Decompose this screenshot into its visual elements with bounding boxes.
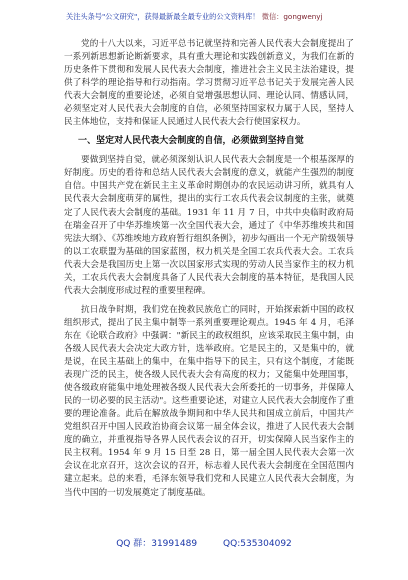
article-body xyxy=(64,38,354,500)
header-wechat-text: 微信：gongwenyj xyxy=(261,12,323,21)
footer-qq-group: QQ 群：31991489 xyxy=(116,539,198,549)
article-paragraph-2: 抗日战争时期，我们党在挽救民族危亡的同时，开始探索新中国的政权组织形式，提出了民主集中制等一系列重要理论观点。1945 年 4 月，毛泽东在《论联合政府》中强调："新民主的政权组织，应该采取民主集中制，由各级人民代表大会决定大政方针，选举政府。它是民主的，又是集中的，就是说，在民主基础上的集中，在集中指导下的民主，只有这个制度，才能既表现广泛的民主，使各级人民代表大会有高度的权力；又能集中处理国事，使各级政府能集中地处理被各级人民代表大会所委托的一切事务，并保障人民的一切必要的民主活动"。这些重要论述，对建立人民代表大会制度作了重要的理论准备。此后在解放战争期间和中华人民共和国成立前后，中国共产党组织召开中国人民政治协商会议第一届全体会议，推进了人民代表大会制度的确立，并重视指导各界人民代表会议的召开，切实保障人民当家作主的民主权利。1954 年 9 月 15 日至 28 日，第一届全国人民代表大会第一次会议在北京召开，这次会议的召开，标志着人民代表大会制度在全国范围内建立起来。总的来看，毛泽东领导我们党和人民建立人民代表大会制度，为当代中国的一切发展奠定了制度基础。 xyxy=(64,304,354,498)
article-paragraph-1: 要做到坚持自觉，就必须深刻认识人民代表大会制度是一个根基深厚的好制度。历史的看待和总结人民代表大会制度的意义，就能产生强烈的制度自信。中国共产党在新民主主义革命时期创办的农民运动讲习所，就具有人民代表大会制度萌芽的属性，提出的实行工农兵代表会议制度的主张，就奠定了人民代表大会制度的基础。1931 年 11 月 7 日，中共中央临时政府局在瑞金召开了中华苏维埃第一次全国代表大会，通过了《中华苏维埃共和国宪法大纲》、《苏维埃地方政府暂行组织条例》，初步勾画出一个无产阶级领导的以工农联盟为基础的国家蓝图，权力机关是全国工农兵代表大会。工农兵代表大会是我国历史上第一次以国家形式实现的劳动人民当家作主的权力机关，工农兵代表大会制度具备了人民代表大会制度的基本特征，是我国人民代表大会制度形成过程的重要里程碑。 xyxy=(64,155,354,296)
section-1-heading: 一、坚定对人民代表大会制度的自信，必须做到坚持自觉 xyxy=(78,136,304,147)
page-header xyxy=(66,12,368,22)
header-promo-text: 关注头条号"公文研究"，获得最新最全最专业的公文资料库！ xyxy=(66,12,260,21)
article-intro-paragraph: 党的十八大以来，习近平总书记就坚持和完善人民代表大会制度提出了一系列新思想新论断新要求，具有重大理论和实践创新意义，为我们在新的历史条件下贯彻和发展人民代表大会制度，推进社会主义民主法治建设，提供了科学的理论指导和行动指南。学习贯彻习近平总书记关于发展完善人民代表大会制度的重要论述，必须自觉增强思想认同、理论认同、情感认同，必须坚定对人民代表大会制度的自信，必须坚持国家权力属于人民，坚持人民主体地位，支持和保证人民通过人民代表大会行使国家权力。 xyxy=(64,39,354,128)
footer-qq-number: QQ:535304092 xyxy=(223,539,292,549)
page-footer xyxy=(0,538,408,550)
